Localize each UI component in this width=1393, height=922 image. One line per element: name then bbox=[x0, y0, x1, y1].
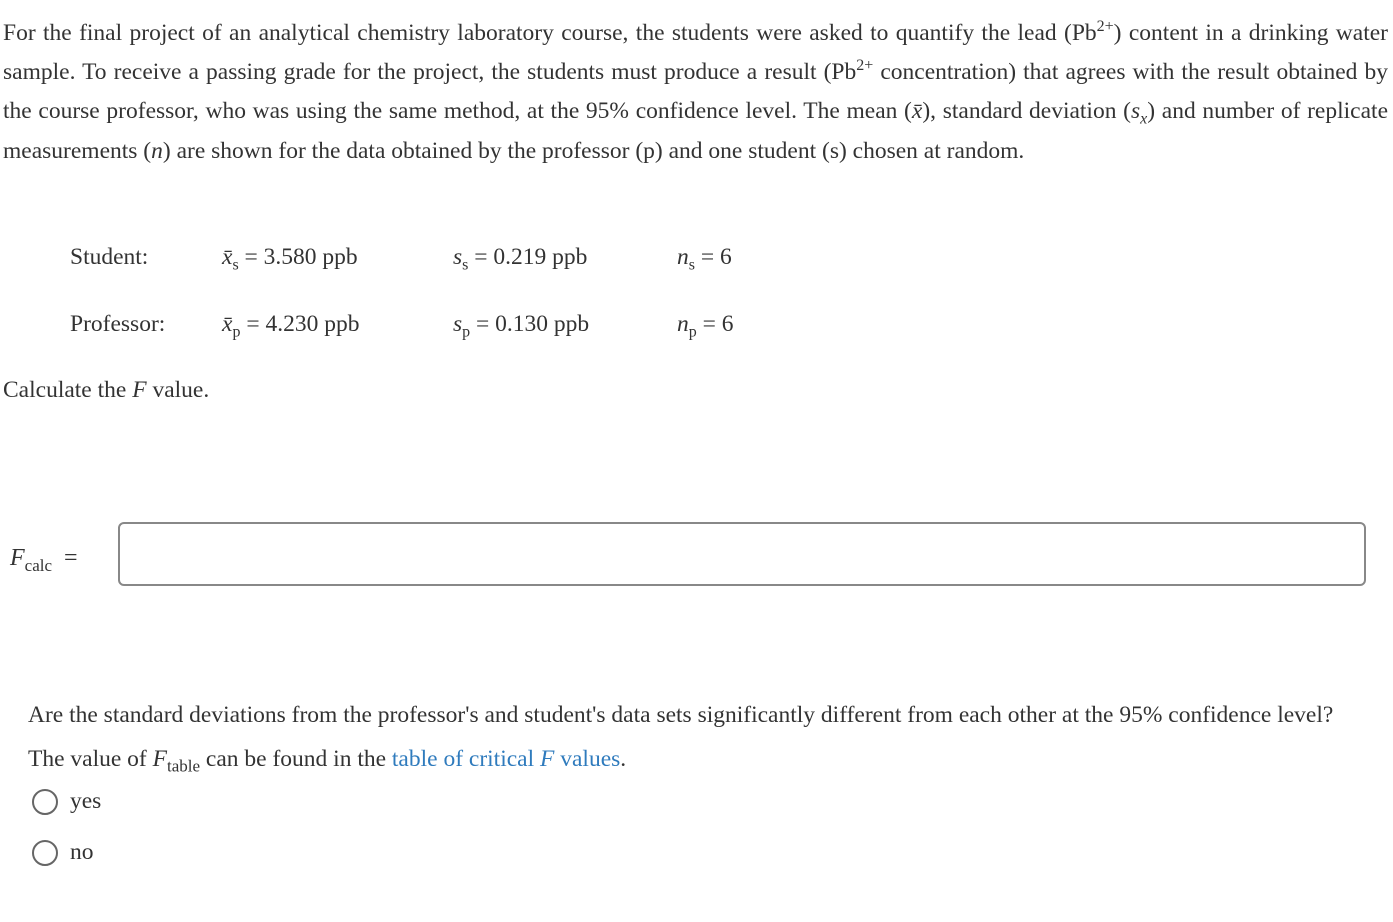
sd-subscript: x bbox=[1140, 111, 1148, 129]
charge: 2+ bbox=[856, 57, 874, 75]
student-mean: $x̄_s = 3.580$ ppb bbox=[222, 244, 358, 274]
row-label: Professor: bbox=[70, 311, 166, 337]
text: concentration) that agrees with the result obtained by the course professor, who was using the same method, at the 95% confidence level. The mean ( bbox=[3, 59, 1388, 125]
radio-button[interactable] bbox=[32, 789, 58, 815]
professor-n: $n_p = 6$ bbox=[677, 311, 734, 341]
option-label: no bbox=[70, 839, 94, 865]
fcalc-input[interactable] bbox=[118, 522, 1366, 586]
text: ) and number of replicate measurements ( bbox=[3, 98, 1388, 164]
student-n: $n_s = 6$ bbox=[677, 244, 732, 274]
row-label: Student: bbox=[70, 244, 149, 270]
calc-prompt: Calculate the F value. bbox=[3, 377, 210, 403]
critical-f-table-link[interactable]: table of critical F values bbox=[391, 746, 621, 772]
radio-button[interactable] bbox=[32, 840, 58, 866]
text: ) are shown for the data obtained by the professor (p) and one student (s) chosen at random. bbox=[162, 137, 1025, 164]
mean-symbol: x̄ bbox=[911, 98, 923, 125]
option-label: yes bbox=[70, 788, 102, 814]
option-yes[interactable] bbox=[32, 788, 101, 815]
professor-sd: $s_p = 0.130$ ppb bbox=[453, 311, 590, 341]
student-sd: $s_s = 0.219$ ppb bbox=[453, 244, 588, 274]
n-symbol: n bbox=[151, 137, 163, 164]
sd-symbol: s bbox=[1130, 98, 1141, 125]
fcalc-label: $F_{calc}$ = bbox=[10, 545, 78, 575]
option-no[interactable] bbox=[32, 839, 94, 866]
text: ), standard deviation ( bbox=[922, 98, 1131, 125]
professor-mean: $x̄_p = 4.230$ ppb bbox=[222, 311, 360, 341]
significance-question: Are the standard deviations from the professor's and student's data sets significantly different from each other at the 95% confidence level? The value of $F_{table}$ can be found in the table of critical F values. bbox=[28, 702, 1334, 776]
charge: 2+ bbox=[1096, 18, 1114, 36]
text: For the final project of an analytical chemistry laboratory course, the students were asked to quantify the lead (Pb bbox=[3, 20, 1097, 46]
text: ) content in a drinking water sample. To receive a passing grade for the project, the students must produce a result (Pb bbox=[3, 20, 1388, 86]
problem-statement bbox=[3, 14, 1388, 171]
